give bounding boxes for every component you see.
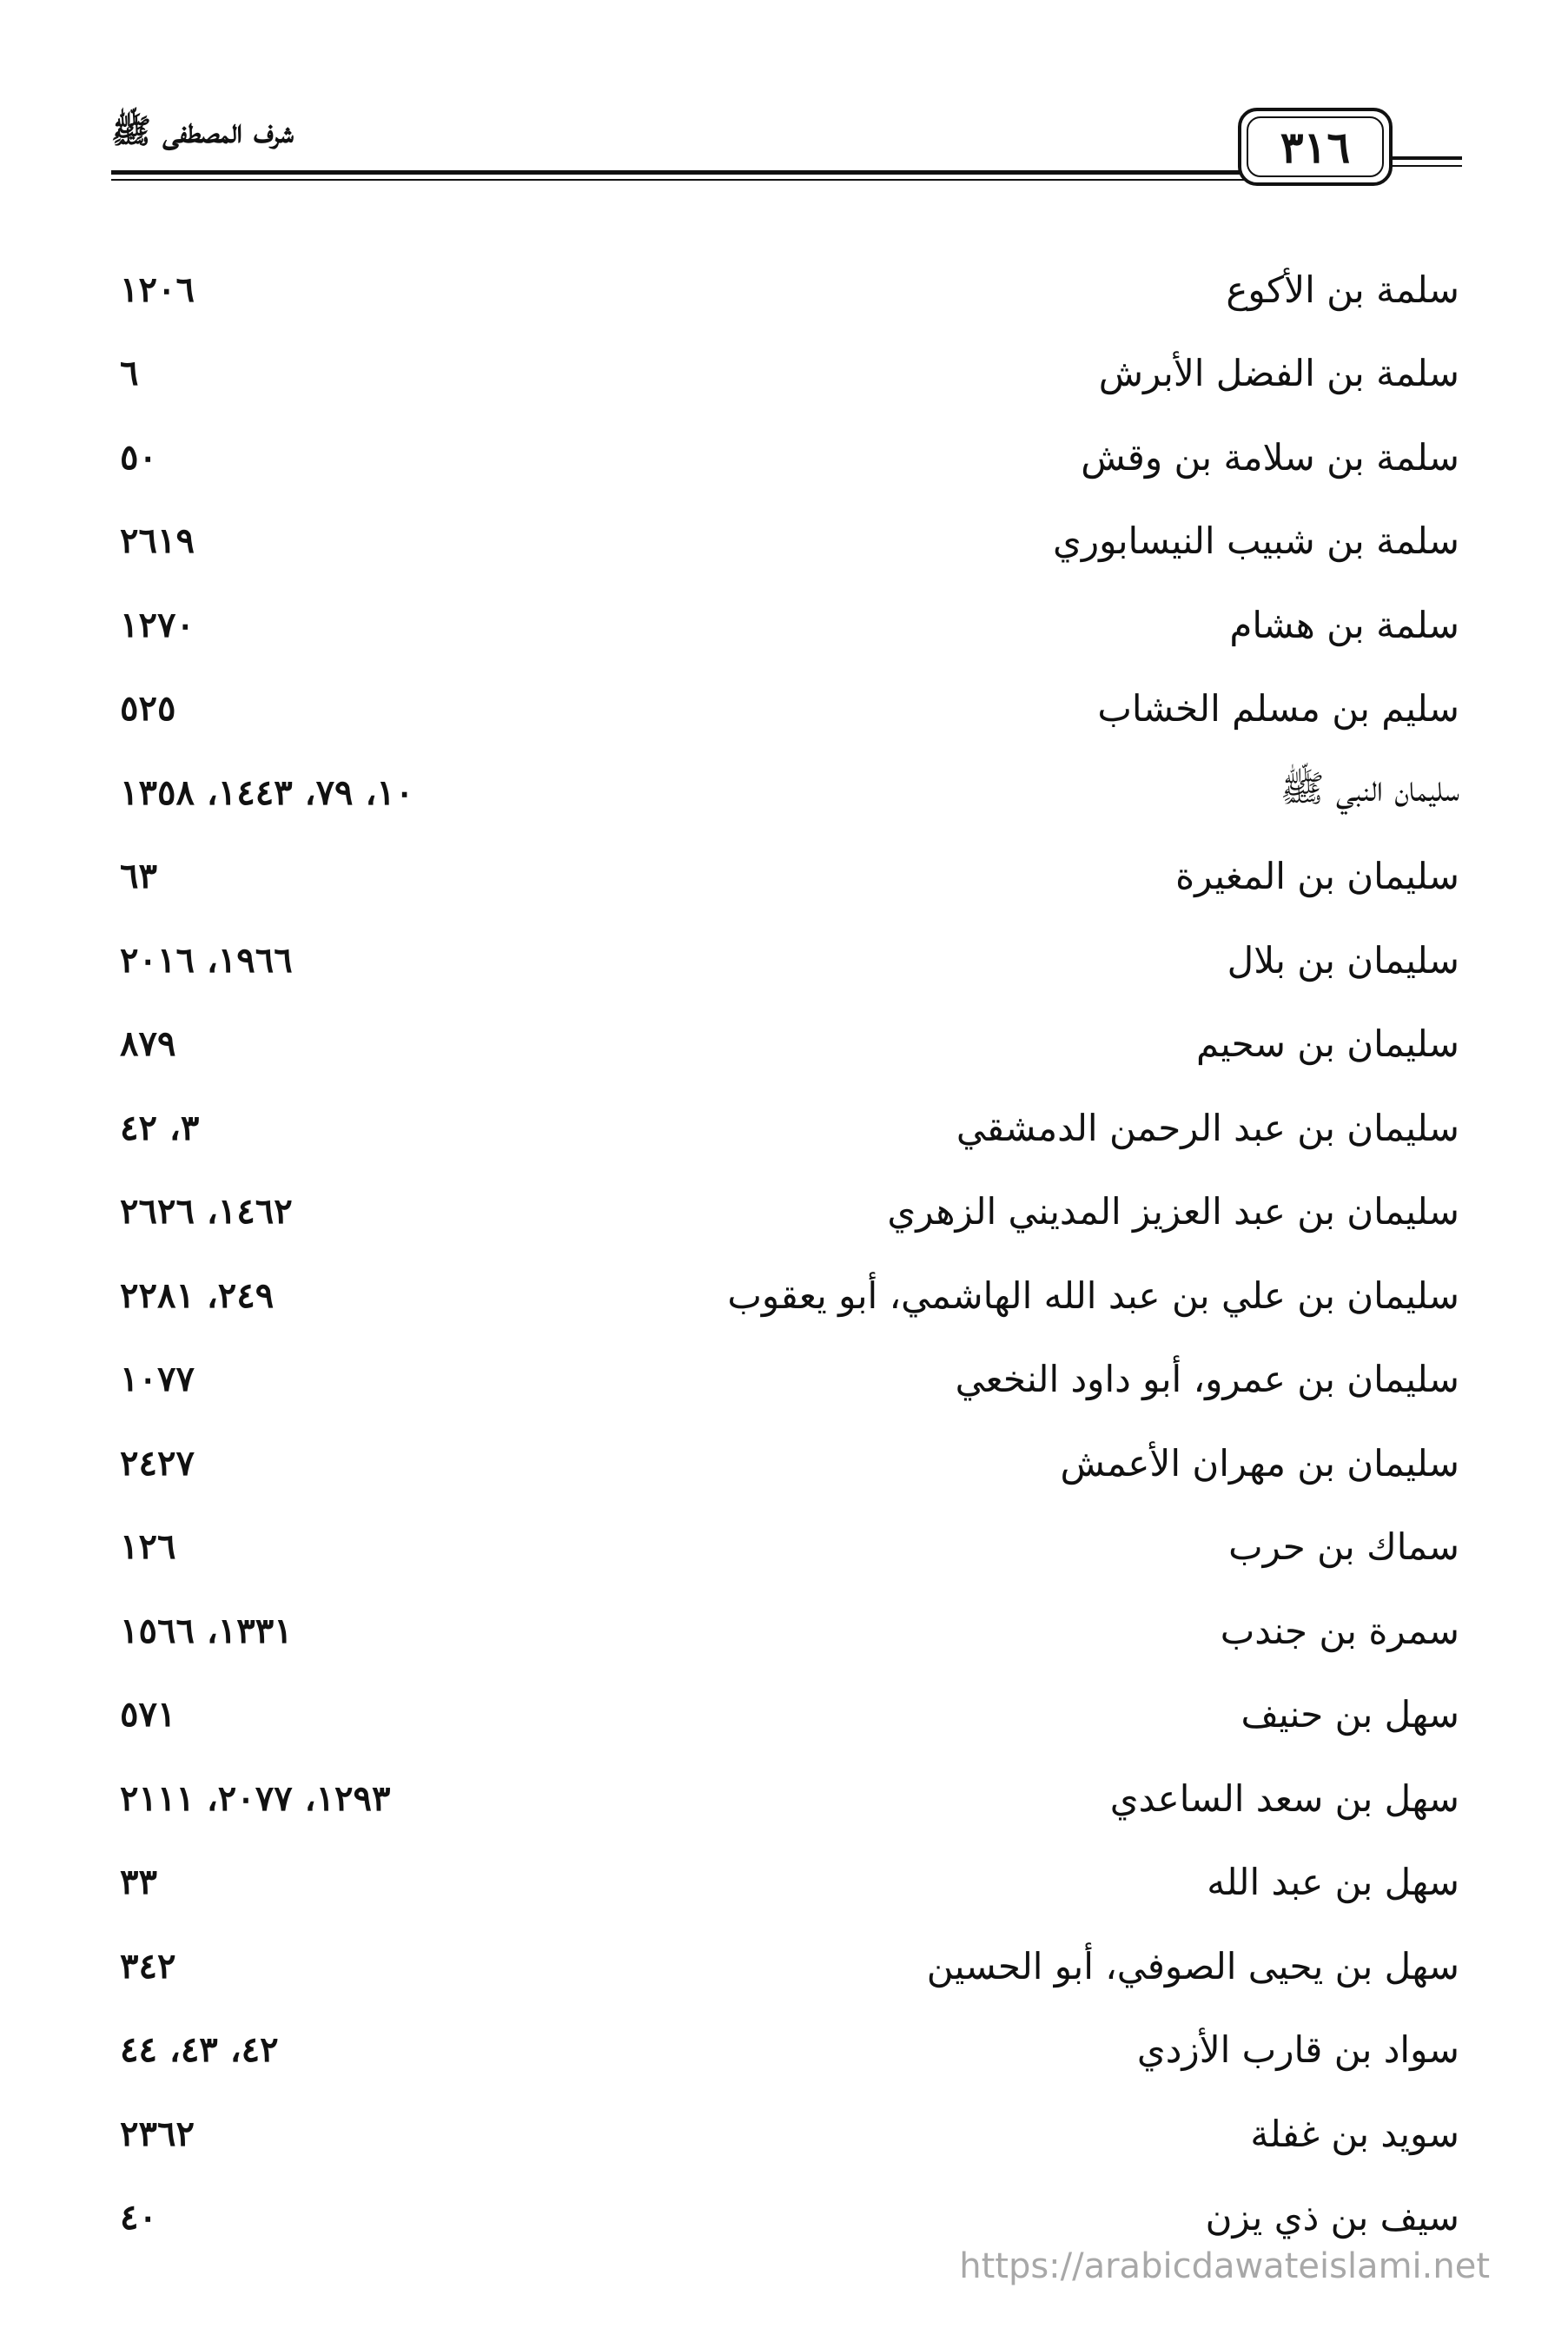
entry-name: سليمان بن عمرو، أبو داود النخعي <box>955 1358 1459 1401</box>
index-entry <box>120 1589 1459 1673</box>
index-entry <box>120 499 1459 584</box>
entry-pages: ٥٢٥ <box>120 688 176 730</box>
entry-name: سليمان بن عبد العزيز المديني الزهري <box>887 1190 1459 1233</box>
entry-pages: ٢٤٩، ٢٢٨١ <box>120 1274 275 1316</box>
index-entry <box>120 1002 1459 1087</box>
entry-pages: ١٠٧٧ <box>120 1359 195 1400</box>
entry-pages: ٥٠ <box>120 436 157 478</box>
header-rule <box>111 170 1245 175</box>
entry-name: سليمان بن سحيم <box>1196 1022 1459 1066</box>
entry-pages: ١٣٣١، ١٥٦٦ <box>120 1610 293 1651</box>
entry-pages: ١٢٠٦ <box>120 268 195 310</box>
entry-name: سليم بن مسلم الخشاب <box>1097 687 1459 731</box>
index-entry <box>120 1505 1459 1590</box>
entry-pages: ٤٠ <box>120 2197 157 2239</box>
index-entry <box>120 2008 1459 2093</box>
index-entry <box>120 583 1459 667</box>
index-entry <box>120 1673 1459 1757</box>
entry-pages: ٦ <box>120 353 139 394</box>
entry-name: سليمان بن المغيرة <box>1175 855 1459 898</box>
index-entry <box>120 1338 1459 1422</box>
index-entry <box>120 2092 1459 2176</box>
entry-name: سليمان بن مهران الأعمش <box>1060 1441 1459 1485</box>
index-entry <box>120 1841 1459 1925</box>
entry-name: سهل بن يحيى الصوفي، أبو الحسين <box>926 1944 1459 1987</box>
header-rule-right-thin <box>1393 165 1462 167</box>
entry-name: سلمة بن هشام <box>1229 603 1459 646</box>
entry-pages: ٣٣ <box>120 1862 157 1903</box>
index-entry <box>120 835 1459 919</box>
watermark-url: https://arabicdawateislami.net <box>959 2246 1490 2286</box>
index-entry <box>120 248 1459 332</box>
book-title: شرف المصطفى ﷺ <box>111 111 294 150</box>
entry-pages: ٤٢، ٤٣، ٤٤ <box>120 2029 279 2071</box>
entry-name: سليمان بن بلال <box>1227 938 1459 982</box>
entry-name: سهل بن سعد الساعدي <box>1109 1776 1459 1820</box>
entry-pages: ١٢٩٣، ٢٠٧٧، ٢١١١ <box>120 1777 391 1819</box>
index-entry <box>120 667 1459 751</box>
header-rule-thin <box>111 179 1245 181</box>
entry-name: سلمة بن سلامة بن وقش <box>1081 435 1459 479</box>
entry-pages: ١٢٦ <box>120 1526 176 1568</box>
index-entry <box>120 1924 1459 2008</box>
entry-name: سويد بن غفلة <box>1250 2112 1459 2155</box>
entry-pages: ٣٤٢ <box>120 1945 176 1987</box>
entry-pages: ٦٣ <box>120 856 157 897</box>
entry-pages: ١٢٧٠ <box>120 604 195 645</box>
entry-name: سمرة بن جندب <box>1220 1609 1459 1652</box>
index-entry <box>120 1421 1459 1505</box>
entry-name: سلمة بن الأكوع <box>1226 268 1459 311</box>
entry-pages: ٨٧٩ <box>120 1023 176 1065</box>
entry-pages: ٢٦١٩ <box>120 520 195 562</box>
entry-name: سواد بن قارب الأزدي <box>1136 2028 1459 2072</box>
entry-name: سليمان بن عبد الرحمن الدمشقي <box>956 1106 1459 1149</box>
name-index-list <box>120 248 1459 2259</box>
entry-pages: ٢٤٢٧ <box>120 1442 195 1484</box>
header-rule-right <box>1393 156 1462 160</box>
page-number-frame <box>1238 108 1393 186</box>
index-entry <box>120 751 1459 835</box>
entry-pages: ١٠، ٧٩، ١٤٤٣، ١٣٥٨ <box>120 771 414 813</box>
page-header <box>111 103 1462 198</box>
index-entry <box>120 415 1459 499</box>
entry-name: سليمان بن علي بن عبد الله الهاشمي، أبو يعقوب <box>727 1273 1459 1317</box>
entry-name: سيف بن ذي يزن <box>1205 2196 1459 2239</box>
entry-pages: ١٤٦٢، ٢٦٢٦ <box>120 1191 293 1233</box>
entry-name: سليمان النبي ﷺ <box>1280 766 1459 810</box>
index-entry <box>120 918 1459 1002</box>
entry-name: سماك بن حرب <box>1228 1525 1459 1569</box>
entry-pages: ٣، ٤٢ <box>120 1107 200 1148</box>
page-number: ٣١٦ <box>1280 121 1351 173</box>
index-entry <box>120 1170 1459 1254</box>
entry-name: سلمة بن شبيب النيسابوري <box>1052 519 1459 563</box>
entry-pages: ٥٧١ <box>120 1694 176 1736</box>
index-entry <box>120 1253 1459 1338</box>
entry-pages: ١٩٦٦، ٢٠١٦ <box>120 939 293 981</box>
index-entry <box>120 1086 1459 1170</box>
index-entry <box>120 1756 1459 1841</box>
entry-name: سهل بن حنيف <box>1241 1693 1459 1736</box>
entry-name: سلمة بن الفضل الأبرش <box>1098 352 1459 395</box>
entry-name: سهل بن عبد الله <box>1207 1861 1459 1904</box>
index-entry <box>120 332 1459 416</box>
entry-pages: ٢٣٦٢ <box>120 2113 195 2154</box>
